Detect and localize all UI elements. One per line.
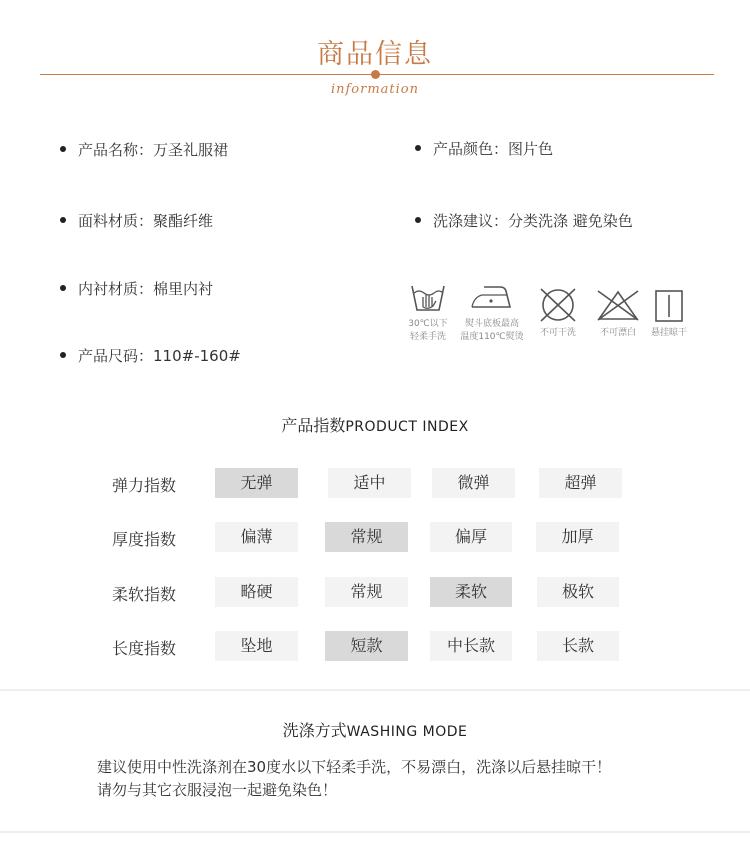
bullet-icon: [60, 285, 66, 291]
index-option: 极软: [537, 577, 619, 607]
index-option-selected: 柔软: [430, 577, 512, 607]
index-option: 中长款: [430, 631, 512, 661]
info-color: 产品颜色：图片色: [415, 138, 553, 159]
index-option-selected: 无弹: [215, 468, 298, 498]
index-row-label: 弹力指数: [112, 476, 177, 495]
index-option: 超弹: [539, 468, 622, 498]
no-bleach-icon: [596, 289, 640, 321]
bullet-icon: [415, 217, 421, 223]
info-lining: 内衬材质：棉里内衬: [60, 278, 213, 299]
hand-wash-icon: [409, 282, 447, 314]
washing-text-line-1: 建议使用中性洗涤剂在30度水以下轻柔手洗，不易漂白，洗涤以后悬挂晾干！: [97, 758, 612, 776]
care-label-hand-wash: 30℃以下 轻柔手洗: [408, 319, 448, 342]
section-divider: [0, 689, 750, 691]
info-product-name: 产品名称：万圣礼服裙: [60, 139, 228, 160]
index-option-selected: 常规: [325, 522, 408, 552]
page-subtitle: information: [330, 82, 420, 97]
bullet-icon: [60, 352, 66, 358]
care-label-no-dry-clean: 不可干洗: [539, 328, 576, 338]
divider-dot: [371, 70, 380, 79]
info-wash-advice: 洗涤建议：分类洗涤 避免染色: [415, 210, 633, 231]
index-option: 微弹: [432, 468, 515, 498]
care-label-iron: 熨斗底板最高 温度110℃熨烫: [460, 319, 524, 342]
washing-text-line-2: 请勿与其它衣服浸泡一起避免染色！: [97, 781, 338, 799]
index-option: 略硬: [215, 577, 298, 607]
iron-icon: [468, 283, 514, 311]
bullet-icon: [60, 146, 66, 152]
index-option: 常规: [325, 577, 408, 607]
index-option: 长款: [537, 631, 619, 661]
care-label-no-bleach: 不可漂白: [599, 328, 636, 338]
index-option-selected: 短款: [325, 631, 408, 661]
bullet-icon: [415, 145, 421, 151]
bullet-icon: [60, 217, 66, 223]
bottom-divider: [0, 831, 750, 833]
index-option: 偏薄: [215, 522, 298, 552]
index-row-label: 长度指数: [112, 639, 177, 658]
info-size: 产品尺码：110#-160#: [60, 345, 241, 366]
page-title: 商品信息: [317, 39, 433, 70]
product-index-title: 产品指数PRODUCT INDEX: [281, 416, 469, 435]
index-row-label: 厚度指数: [112, 530, 177, 549]
care-label-hang-dry: 悬挂晾干: [650, 328, 687, 338]
index-row-label: 柔软指数: [112, 585, 177, 604]
washing-mode-title: 洗涤方式WASHING MODE: [282, 721, 468, 740]
index-option: 加厚: [536, 522, 619, 552]
no-dry-clean-icon: [537, 287, 579, 323]
index-option: 偏厚: [430, 522, 512, 552]
index-option: 适中: [328, 468, 411, 498]
info-fabric: 面料材质：聚酯纤维: [60, 210, 213, 231]
hang-dry-icon: [654, 289, 684, 323]
index-option: 坠地: [215, 631, 298, 661]
